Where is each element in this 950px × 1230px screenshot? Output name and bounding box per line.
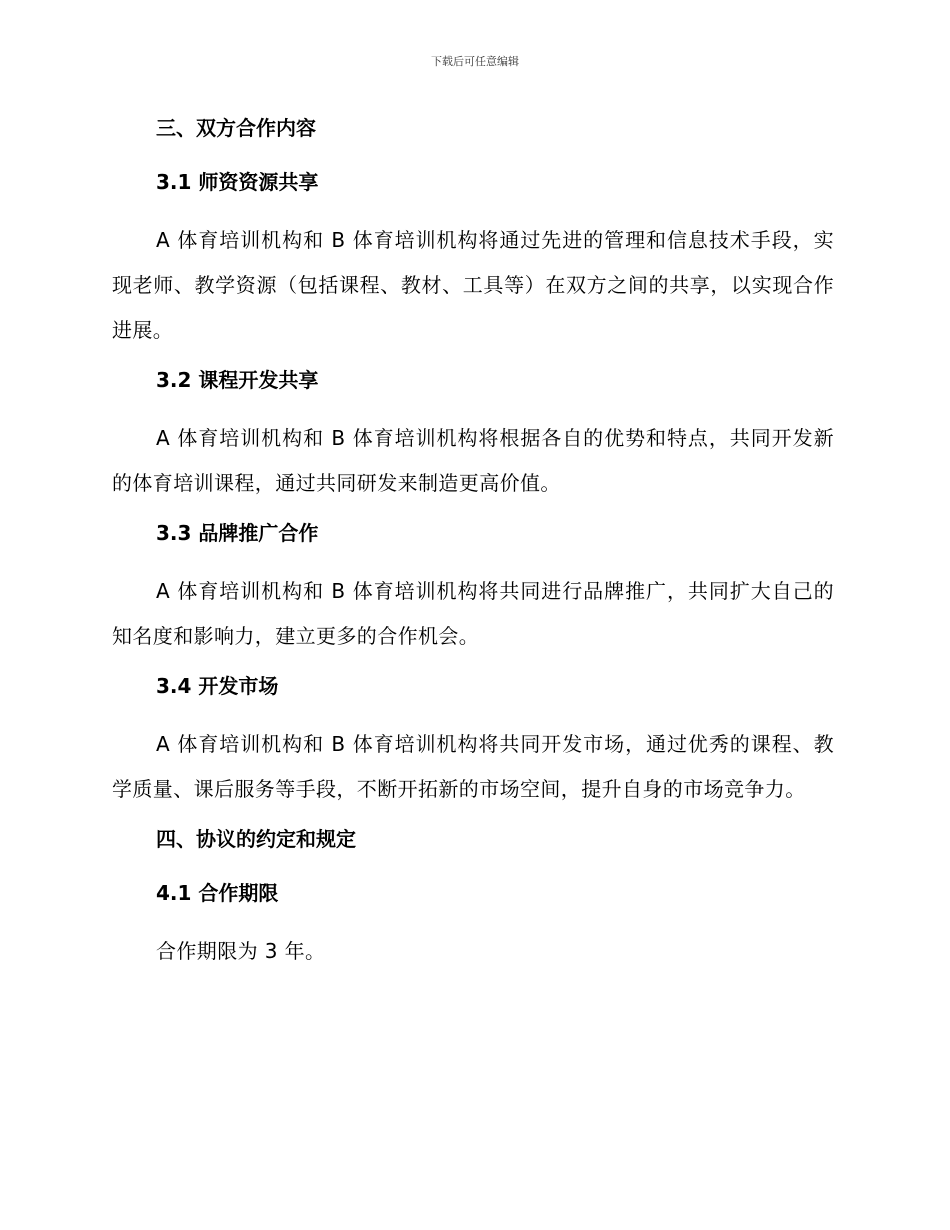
- subsection-heading-3-4: 3.4 开发市场: [156, 674, 279, 698]
- section-title-4: 四、协议的约定和规定: [156, 827, 356, 851]
- section-title-3: 三、双方合作内容: [156, 116, 316, 140]
- subsection-heading-4-1: 4.1 合作期限: [156, 881, 279, 905]
- header-note: 下载后可任意编辑: [431, 55, 519, 68]
- subsection-heading-3-3: 3.3 品牌推广合作: [156, 521, 319, 545]
- paragraph-3-3: A 体育培训机构和 B 体育培训机构将共同进行品牌推广，共同扩大自己的知名度和影响力，建立更多的合作机会。: [112, 579, 834, 648]
- paragraph-3-1: A 体育培训机构和 B 体育培训机构将通过先进的管理和信息技术手段，实现老师、教学资源（包括课程、教材、工具等）在双方之间的共享，以实现合作进展。: [112, 228, 834, 342]
- subsection-heading-3-2: 3.2 课程开发共享: [156, 368, 319, 392]
- subsection-heading-3-1: 3.1 师资资源共享: [156, 170, 319, 194]
- paragraph-4-1: 合作期限为 3 年。: [156, 939, 326, 963]
- paragraph-3-4: A 体育培训机构和 B 体育培训机构将共同开发市场，通过优秀的课程、教学质量、课后服务等手段，不断开拓新的市场空间，提升自身的市场竞争力。: [112, 732, 834, 801]
- paragraph-3-2: A 体育培训机构和 B 体育培训机构将根据各自的优势和特点，共同开发新的体育培训课程，通过共同研发来制造更高价值。: [112, 426, 834, 495]
- document-body: [112, 110, 834, 983]
